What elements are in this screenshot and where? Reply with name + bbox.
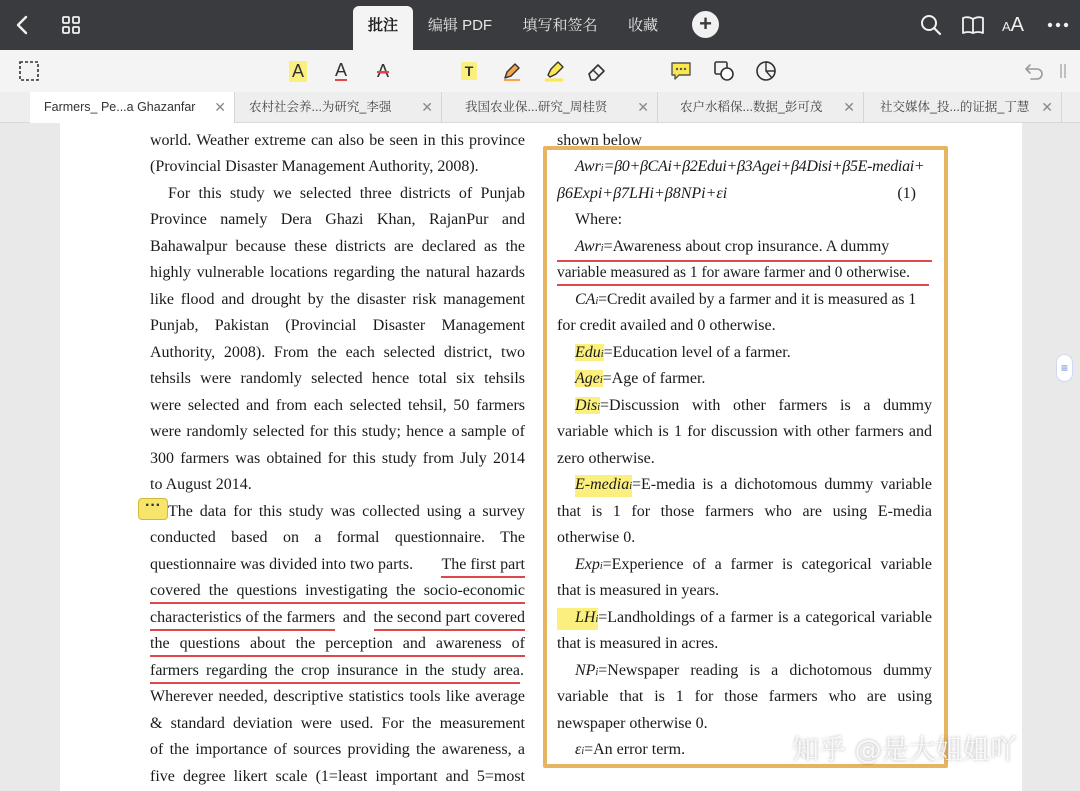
watermark: 知乎 @是大姐姐吖 (792, 735, 1017, 766)
subscript: i (595, 296, 599, 307)
text-segment: and (342, 609, 366, 626)
definition-emedia (575, 475, 932, 497)
toolbar-divider-icon (1056, 58, 1070, 84)
definition-dis-cont2: zero otherwise. (557, 450, 655, 467)
comment-note-icon[interactable] (668, 58, 694, 84)
var-np: NP (575, 662, 596, 679)
subscript: i (597, 402, 601, 413)
definition-text: =Newspaper reading is a dichotomous dummy (598, 662, 932, 679)
tab-fill-sign[interactable]: 填写和签名 (522, 17, 598, 34)
definition-np-cont2: newspaper otherwise 0. (557, 715, 708, 732)
subscript: i (600, 163, 604, 174)
left-line-3: For this study we selected three districts of Punjab (168, 185, 525, 202)
equation-number: (1) (897, 185, 916, 202)
undo-icon[interactable] (1021, 58, 1047, 84)
var-exp: Exp (575, 556, 600, 573)
left-line-5: Bahawalpur because these districts are declared as the (150, 238, 525, 255)
highlight-text-label: A (289, 61, 307, 82)
definition-awr (557, 237, 932, 262)
left-line-22: Wherever needed, descriptive statistics tools like average (150, 688, 525, 705)
tab-favorites[interactable]: 收藏 (627, 17, 658, 34)
doc-tab-1[interactable] (30, 92, 235, 123)
side-panel-handle-icon[interactable]: ≡ (1056, 354, 1073, 382)
search-icon[interactable] (918, 12, 944, 38)
doc-tab-4-title: 农户水稻保...数据_彭可茂 (680, 100, 823, 114)
highlighted-text[interactable] (575, 344, 604, 361)
doc-tab-2-title: 农村社会养...为研究_李强 (249, 100, 392, 114)
highlight-text-tool[interactable] (285, 58, 311, 84)
var-awr: Awr (575, 238, 601, 255)
definition-lh (557, 608, 932, 630)
underlined-text[interactable] (557, 237, 932, 262)
equation-line-2 (557, 184, 932, 204)
definition-edu (575, 343, 791, 365)
definition-text: =Experience of a farmer is categorical variable (602, 556, 932, 573)
underlined-text[interactable]: covered the questions investigating the socio-economic (150, 581, 525, 604)
var-lh: LH (575, 609, 596, 626)
lasso-select-icon[interactable] (16, 58, 42, 84)
definition-text: =Education level of a farmer. (603, 344, 791, 361)
definition-np (575, 661, 932, 683)
definition-epsilon (575, 740, 685, 762)
underline-text-tool[interactable] (328, 58, 354, 84)
grid-icon[interactable] (58, 12, 84, 38)
equation-rhs: β6Expi+β7LHi+β8NPi+εi (557, 185, 728, 202)
annotation-toolbar (0, 50, 1080, 92)
left-line-13: 300 farmers was obtained for this study from July 2014 (150, 450, 525, 467)
definition-text: =E-media is a dichotomous dummy variable (631, 476, 932, 493)
var-emedia: E-media (575, 476, 630, 493)
font-size-label: A (1010, 14, 1025, 36)
definition-exp-cont: that is measured in years. (557, 582, 720, 599)
left-line-18 (150, 581, 525, 604)
left-line-11: were selected and from each selected tehsil, 50 farmers (150, 397, 525, 414)
subscript: i (600, 349, 604, 360)
left-line-8: Punjab, Pakistan (Provincial Disaster Management (150, 317, 525, 334)
font-size-icon[interactable]: AA (1002, 14, 1025, 36)
close-icon[interactable]: ✕ (421, 99, 433, 115)
definition-text: =Credit availed by a farmer and it is measured as 1 (598, 291, 917, 308)
subscript: i (600, 243, 604, 254)
strikethrough-text-tool[interactable] (370, 58, 396, 84)
back-chevron-icon[interactable] (10, 12, 36, 38)
left-line-7: like flood and drought by the disaster risk management (150, 291, 525, 308)
underlined-text[interactable]: the questions about the perception and awareness of (150, 634, 525, 657)
definition-exp (575, 555, 932, 577)
close-icon[interactable]: ✕ (1041, 99, 1053, 115)
subscript: i (629, 481, 632, 492)
left-line-1: world. Weather extreme can also be seen in this province (150, 132, 525, 149)
definition-ca (575, 290, 932, 312)
tab-annotate[interactable]: 批注 (353, 6, 413, 50)
shown-below: shown below (557, 132, 642, 147)
close-icon[interactable]: ✕ (637, 99, 649, 115)
eraser-icon[interactable] (584, 58, 610, 84)
book-icon[interactable] (960, 12, 986, 38)
underlined-text[interactable]: the second part covered (374, 608, 525, 631)
var-age: Age (575, 370, 600, 387)
definition-dis-cont: variable which is 1 for discussion with other farmers and (557, 423, 932, 440)
underlined-text[interactable]: farmers regarding the crop insurance in the study area (150, 661, 520, 684)
definition-awr-cont (557, 263, 929, 286)
definition-np-cont: variable that is 1 for those farmers who are using (557, 688, 932, 705)
underlined-text[interactable]: characteristics of the farmers (150, 608, 335, 631)
add-tab-button[interactable]: + (692, 11, 719, 38)
text-segment: questionnaire was divided into two parts. (150, 556, 414, 573)
doc-tab-4[interactable] (666, 92, 864, 123)
left-line-4: Province namely Dera Ghazi Khan, RajanPur and (150, 211, 525, 228)
definition-ca-cont: for credit availed and 0 otherwise. (557, 317, 776, 334)
highlighted-text[interactable] (575, 475, 632, 497)
var-ca: CA (575, 291, 596, 308)
underlined-text[interactable]: The first part (441, 555, 525, 578)
var-edu: Edu (575, 344, 601, 361)
equation-var: Awr (575, 158, 601, 175)
definition-dis (575, 396, 932, 418)
var-dis: Dis (575, 397, 598, 414)
left-line-17 (150, 555, 525, 578)
definition-emedia-cont2: otherwise 0. (557, 529, 636, 546)
pen-icon[interactable] (499, 58, 525, 84)
left-line-21 (150, 661, 525, 684)
left-line-24: of the importance of sources providing the awareness, a (150, 741, 525, 758)
highlighter-icon[interactable] (541, 58, 567, 84)
where-label: Where: (575, 211, 623, 228)
doc-tab-3-title: 我国农业保...研究_周桂贤 (465, 100, 608, 114)
doc-tab-2[interactable] (235, 92, 442, 123)
left-line-12: were randomly selected for this study; hence a sample of (150, 423, 525, 440)
left-line-14: to August 2014. (150, 476, 252, 493)
definition-text: =Landholdings of a farmer is a categorical variable (598, 609, 932, 626)
subscript: i (599, 561, 603, 572)
definition-text: =Age of farmer. (602, 370, 706, 387)
text-box-label: T (461, 62, 478, 80)
left-line-23: & standard deviation were used. For the measurement (150, 715, 525, 732)
underline-text-label: A (334, 60, 347, 80)
left-line-19 (150, 608, 525, 631)
definition-age (575, 369, 705, 391)
left-line-2: (Provincial Disaster Management Authority, 2008). (150, 158, 479, 175)
left-line-15: The data for this study was collected using a survey (168, 503, 525, 520)
doc-tab-3[interactable] (451, 92, 658, 123)
doc-tab-5[interactable] (866, 92, 1062, 123)
doc-tab-5-title: 社交媒体_投...的证据_丁慧 (880, 100, 1030, 114)
subscript: i (595, 667, 599, 678)
highlighted-text[interactable] (575, 370, 603, 387)
text-box-tool[interactable] (455, 58, 483, 84)
tab-edit-pdf[interactable]: 编辑 PDF (427, 17, 493, 34)
left-line-10: tehsils were randomly selected hence total six tehsils (150, 370, 525, 387)
close-icon[interactable]: ✕ (843, 99, 855, 115)
left-line-6: highly vulnerable locations regarding the natural hazards (150, 264, 525, 281)
equation-line-1 (575, 157, 932, 179)
highlighted-text[interactable] (557, 608, 598, 630)
strikethrough-text-label: A (376, 60, 389, 81)
equation-rhs: =β0+βCAi+β2Edui+β3Agei+β4Disi+β5E-mediai+ (603, 158, 925, 175)
comment-note-icon[interactable]: ··· (138, 498, 168, 520)
left-line-9: Authority, 2008). From the each selected district, two (150, 344, 525, 361)
subscript: i (595, 614, 599, 625)
left-line-20 (150, 634, 525, 657)
subscript: i (581, 746, 585, 757)
highlighted-text[interactable] (575, 397, 600, 414)
definition-text: =Discussion with other farmers is a dummy (600, 397, 932, 414)
definition-lh-cont: that is measured in acres. (557, 635, 719, 652)
left-line-25: five degree likert scale (1=least important and 5=most (150, 768, 525, 785)
subscript: i (599, 375, 603, 386)
text-segment: . (520, 662, 524, 679)
more-icon[interactable] (1045, 12, 1071, 38)
var-epsilon: ε (575, 741, 582, 758)
stamp-icon[interactable] (753, 58, 779, 84)
shapes-icon[interactable] (711, 58, 737, 84)
definition-emedia-cont: that is 1 for those farmers who are using E-media (557, 503, 932, 520)
definition-text: =Awareness about crop insurance. A dummy (603, 238, 890, 255)
left-line-16: conducted based on a formal questionnaire. The (150, 529, 525, 546)
close-icon[interactable]: ✕ (214, 99, 226, 115)
underlined-text[interactable]: variable measured as 1 for aware farmer and 0 otherwise. (557, 263, 929, 286)
doc-tab-1-title: Farmers_ Pe...a Ghazanfar (44, 100, 196, 114)
document-tab-strip (0, 92, 1080, 123)
top-bar (0, 0, 1080, 50)
definition-text: =An error term. (584, 741, 686, 758)
